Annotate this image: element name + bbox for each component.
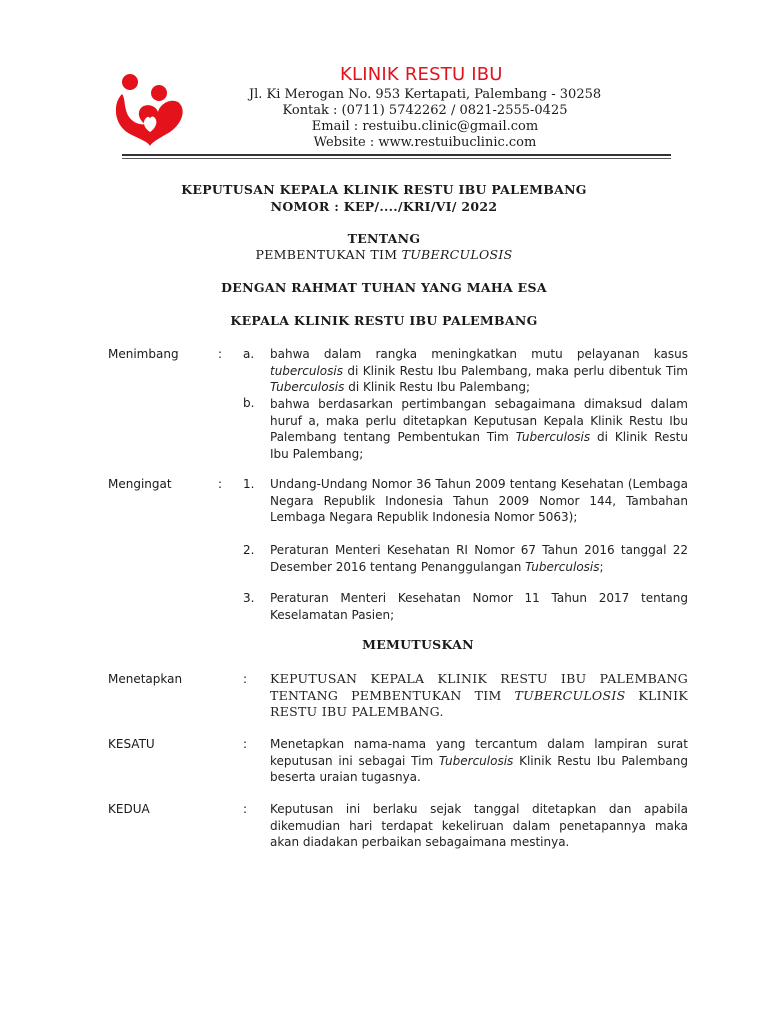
tentang-heading: TENTANG [347, 231, 421, 246]
decree-title: KEPUTUSAN KEPALA KLINIK RESTU IBU PALEMBANG [181, 182, 587, 197]
mengingat-marker-2: 2. [243, 543, 255, 557]
menimbang-item-a: bahwa dalam rangka meningkatkan mutu pelayanan kasus tuberculosis di Klinik Restu Ibu Palembang, maka perlu dibentuk Tim Tuberculosis di Klinik Restu Ibu Palembang; [270, 347, 688, 394]
decree-subject: PEMBENTUKAN TIM TUBERCULOSIS [255, 247, 513, 262]
clinic-address: Jl. Ki Merogan No. 953 Kertapati, Palembang - 30258 [248, 87, 602, 102]
kedua-label: KEDUA [108, 802, 150, 816]
mengingat-label: Mengingat [108, 477, 172, 491]
mengingat-item-2: Peraturan Menteri Kesehatan RI Nomor 67 Tahun 2016 tanggal 22 Desember 2016 tentang Penanggulangan Tuberculosis; [270, 543, 688, 574]
clinic-website: Website : www.restuibuclinic.com [313, 135, 537, 150]
clinic-logo-icon [112, 70, 188, 146]
letterhead-divider-thin [122, 158, 671, 159]
mengingat-marker-3: 3. [243, 591, 255, 605]
mengingat-item-1: Undang-Undang Nomor 36 Tahun 2009 tentang Kesehatan (Lembaga Negara Republik Indonesia Tahun 2009 Nomor 144, Tambahan Lembaga Negara Republik Indonesia Nomor 5063); [270, 477, 688, 524]
menetapkan-colon: : [243, 672, 248, 686]
kedua-text: Keputusan ini berlaku sejak tanggal ditetapkan dan apabila dikemudian hari terdapat kekeliruan dalam penetapannya maka akan diadakan perbaikan sebagaimana mestinya. [270, 802, 688, 849]
menimbang-marker-a: a. [243, 347, 255, 361]
rahmat-heading: DENGAN RAHMAT TUHAN YANG MAHA ESA [221, 280, 547, 295]
clinic-contact: Kontak : (0711) 5742262 / 0821-2555-0425 [282, 103, 568, 118]
kepala-heading: KEPALA KLINIK RESTU IBU PALEMBANG [230, 313, 538, 328]
kesatu-label: KESATU [108, 737, 155, 751]
menetapkan-text: KEPUTUSAN KEPALA KLINIK RESTU IBU PALEMBANG TENTANG PEMBENTUKAN TIM TUBERCULOSIS KLINIK RESTU IBU PALEMBANG. [270, 671, 688, 719]
menimbang-marker-b: b. [243, 396, 255, 410]
kesatu-colon: : [243, 737, 248, 751]
menimbang-label: Menimbang [108, 347, 179, 361]
menimbang-item-b: bahwa berdasarkan pertimbangan sebagaimana dimaksud dalam huruf a, maka perlu ditetapkan Keputusan Kepala Klinik Restu Ibu Palembang tentang Pembentukan Tim Tuberculosis di Klinik Restu Ibu Palembang; [270, 397, 688, 461]
memutuskan-heading: MEMUTUSKAN [362, 637, 474, 652]
clinic-name: KLINIK RESTU IBU [340, 64, 503, 85]
decree-number: NOMOR : KEP/..../KRI/VI/ 2022 [270, 199, 498, 214]
kesatu-text: Menetapkan nama-nama yang tercantum dalam lampiran surat keputusan ini sebagai Tim Tuberculosis Klinik Restu Ibu Palembang beserta uraian tugasnya. [270, 737, 688, 784]
clinic-email: Email : restuibu.clinic@gmail.com [311, 119, 539, 134]
menimbang-colon: : [218, 347, 223, 361]
letterhead-divider [122, 154, 671, 156]
mengingat-colon: : [218, 477, 223, 491]
kedua-colon: : [243, 802, 248, 816]
menetapkan-label: Menetapkan [108, 672, 183, 686]
mengingat-marker-1: 1. [243, 477, 255, 491]
mengingat-item-3: Peraturan Menteri Kesehatan Nomor 11 Tahun 2017 tentang Keselamatan Pasien; [270, 591, 688, 622]
